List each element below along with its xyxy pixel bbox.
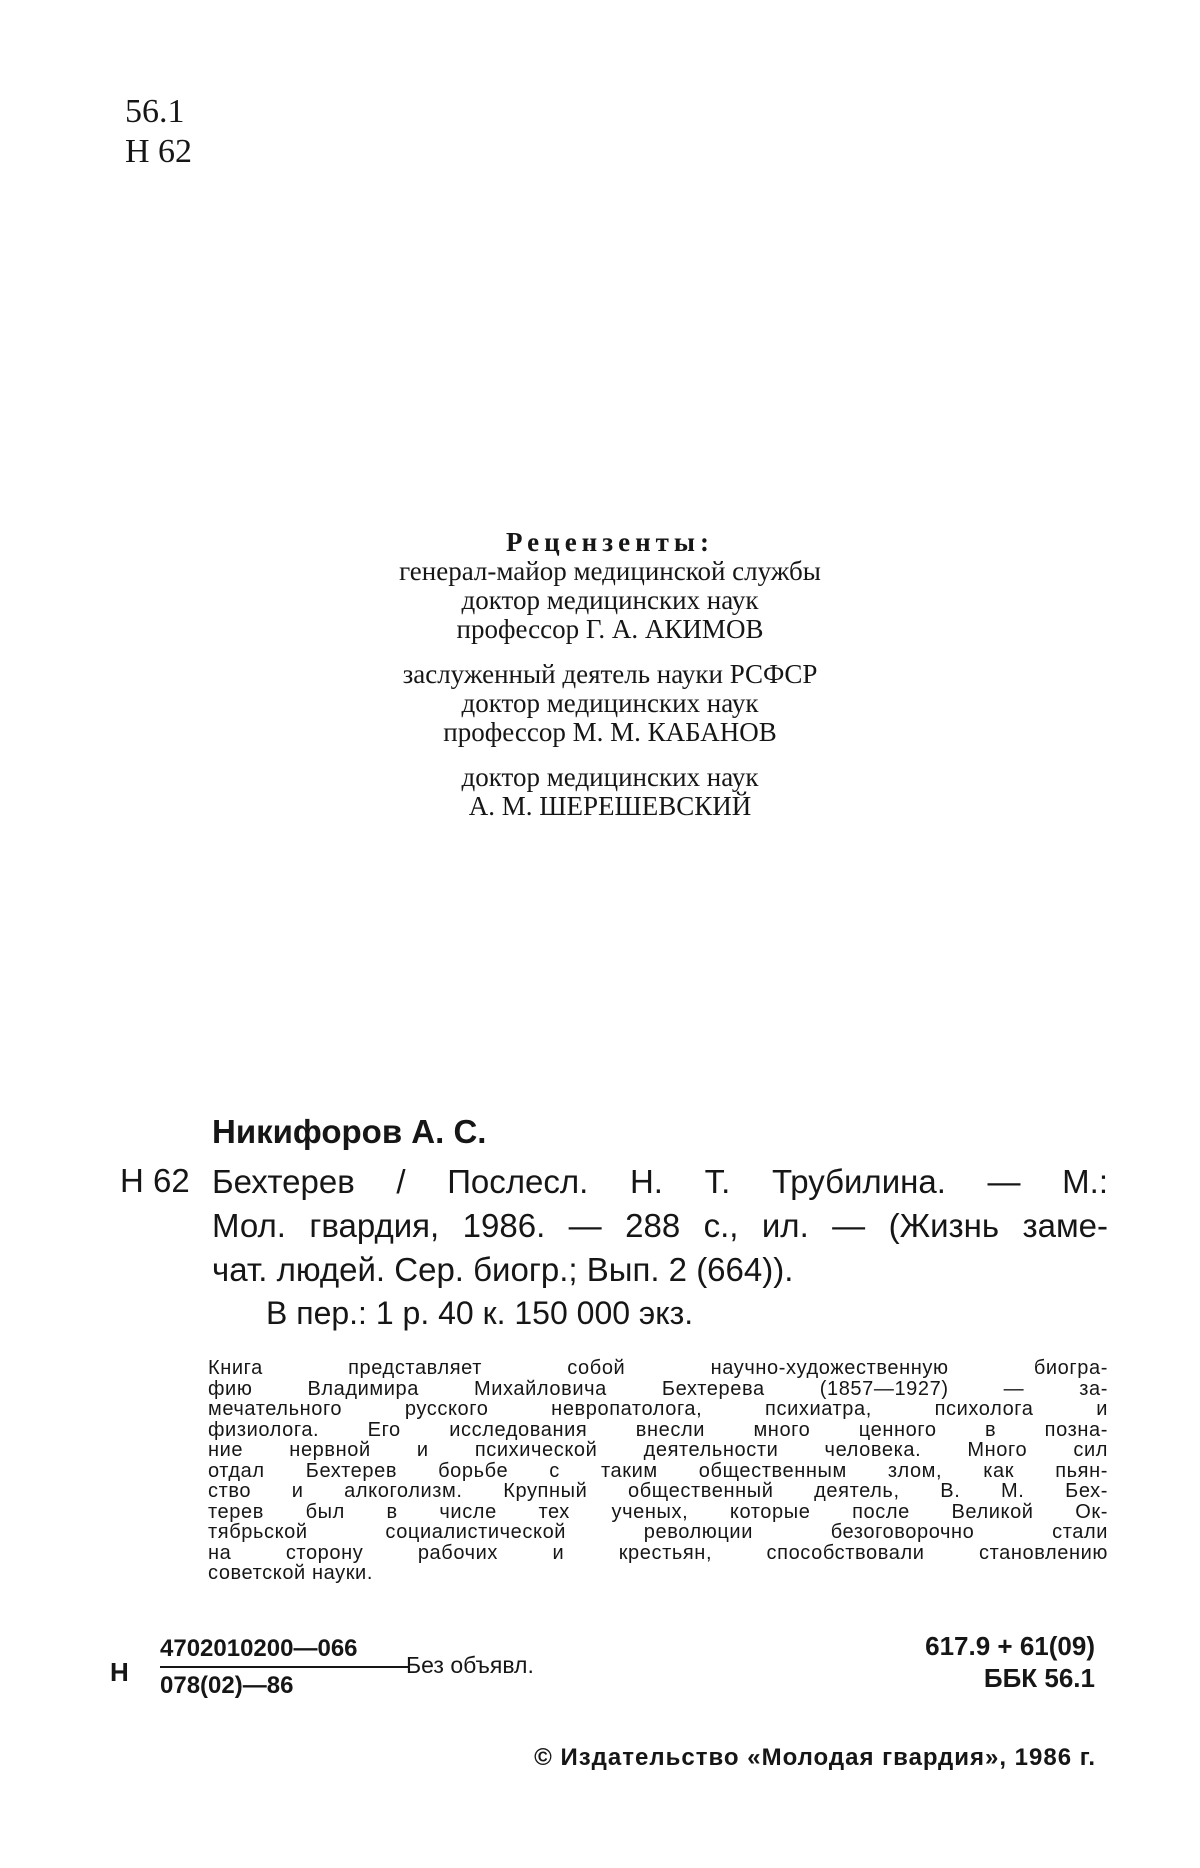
catalog-entry-line-3: чат. людей. Сер. биогр.; Вып. 2 (664)).	[212, 1251, 794, 1288]
reviewer-1-line-2: доктор медицинских наук	[461, 585, 759, 615]
reviewer-3-line-1: доктор медицинских наук	[461, 762, 759, 792]
imprint-numerator: 4702010200—066	[160, 1635, 360, 1668]
annotation-line: фию Владимира Михайловича Бехтерева (1857—1927) — за-	[208, 1377, 1108, 1400]
annotation-line: физиолога. Его исследования внесли много ценного в позна-	[208, 1418, 1108, 1441]
price-line: В пер.: 1 р. 40 к. 150 000 экз.	[266, 1295, 694, 1331]
catalog-entry-line-2: Мол. гвардия, 1986. — 288 с., ил. — (Жизнь заме-	[212, 1207, 1108, 1244]
annotation-line: советской науки.	[208, 1562, 373, 1584]
call-number-line-2: Н 62	[125, 133, 193, 170]
reviewers-block	[300, 528, 920, 837]
reviewer-3	[300, 763, 920, 821]
annotation-line: ство и алкоголизм. Крупный общественный деятель, В. М. Бех-	[208, 1480, 1108, 1502]
reviewer-1-line-1: генерал-майор медицинской службы	[399, 556, 821, 586]
annotation-line: мечательного русского невропатолога, психиатра, психолога и	[208, 1398, 1108, 1420]
annotation-line: терев был в числе тех ученых, которые после Великой Ок-	[208, 1500, 1108, 1523]
classification	[850, 1630, 1095, 1694]
catalog-entry	[212, 1160, 1108, 1292]
reviewer-3-line-2: А. М. ШЕРЕШЕВСКИЙ	[468, 791, 752, 821]
imprint-denominator: 078(02)—86	[160, 1672, 294, 1699]
catalog-entry-line-1: Бехтерев / Послесл. Н. Т. Трубилина. — М.:	[212, 1163, 1108, 1200]
reviewer-2-line-2: доктор медицинских наук	[461, 688, 759, 718]
reviewers-heading: Рецензенты:	[506, 527, 714, 557]
udc-index: 617.9 + 61(09)	[925, 1631, 1095, 1661]
reviewer-1	[300, 557, 920, 644]
catalog-code: Н 62	[120, 1162, 190, 1199]
reviewer-1-line-3: профессор Г. А. АКИМОВ	[456, 614, 764, 644]
no-announcement: Без объявл.	[406, 1652, 534, 1678]
annotation	[208, 1358, 1108, 1584]
call-number-line-1: 56.1	[125, 93, 185, 130]
reviewer-2-line-3: профессор М. М. КАБАНОВ	[443, 717, 777, 747]
reviewer-2	[300, 660, 920, 747]
catalog-author: Никифоров А. С.	[212, 1113, 487, 1150]
call-number	[125, 92, 192, 172]
reviewer-2-line-1: заслуженный деятель науки РСФСР	[402, 659, 818, 689]
fraction-rule	[358, 1666, 408, 1668]
annotation-line: на сторону рабочих и крестьян, способствовали становлению	[208, 1541, 1108, 1564]
bbk-index: ББК 56.1	[983, 1663, 1095, 1693]
annotation-line: Книга представляет собой научно-художественную биогра-	[208, 1357, 1108, 1379]
imprint-letter: Н	[110, 1657, 129, 1687]
imprint-fraction	[160, 1635, 360, 1700]
annotation-line: тябрьской социалистической революции безоговорочно стали	[208, 1521, 1108, 1543]
annotation-line: ние нервной и психической деятельности человека. Много сил	[208, 1439, 1108, 1461]
copyright-line: © Издательство «Молодая гвардия», 1986 г.	[534, 1744, 1096, 1771]
annotation-line: отдал Бехтерев борьбе с таким общественным злом, как пьян-	[208, 1459, 1108, 1482]
